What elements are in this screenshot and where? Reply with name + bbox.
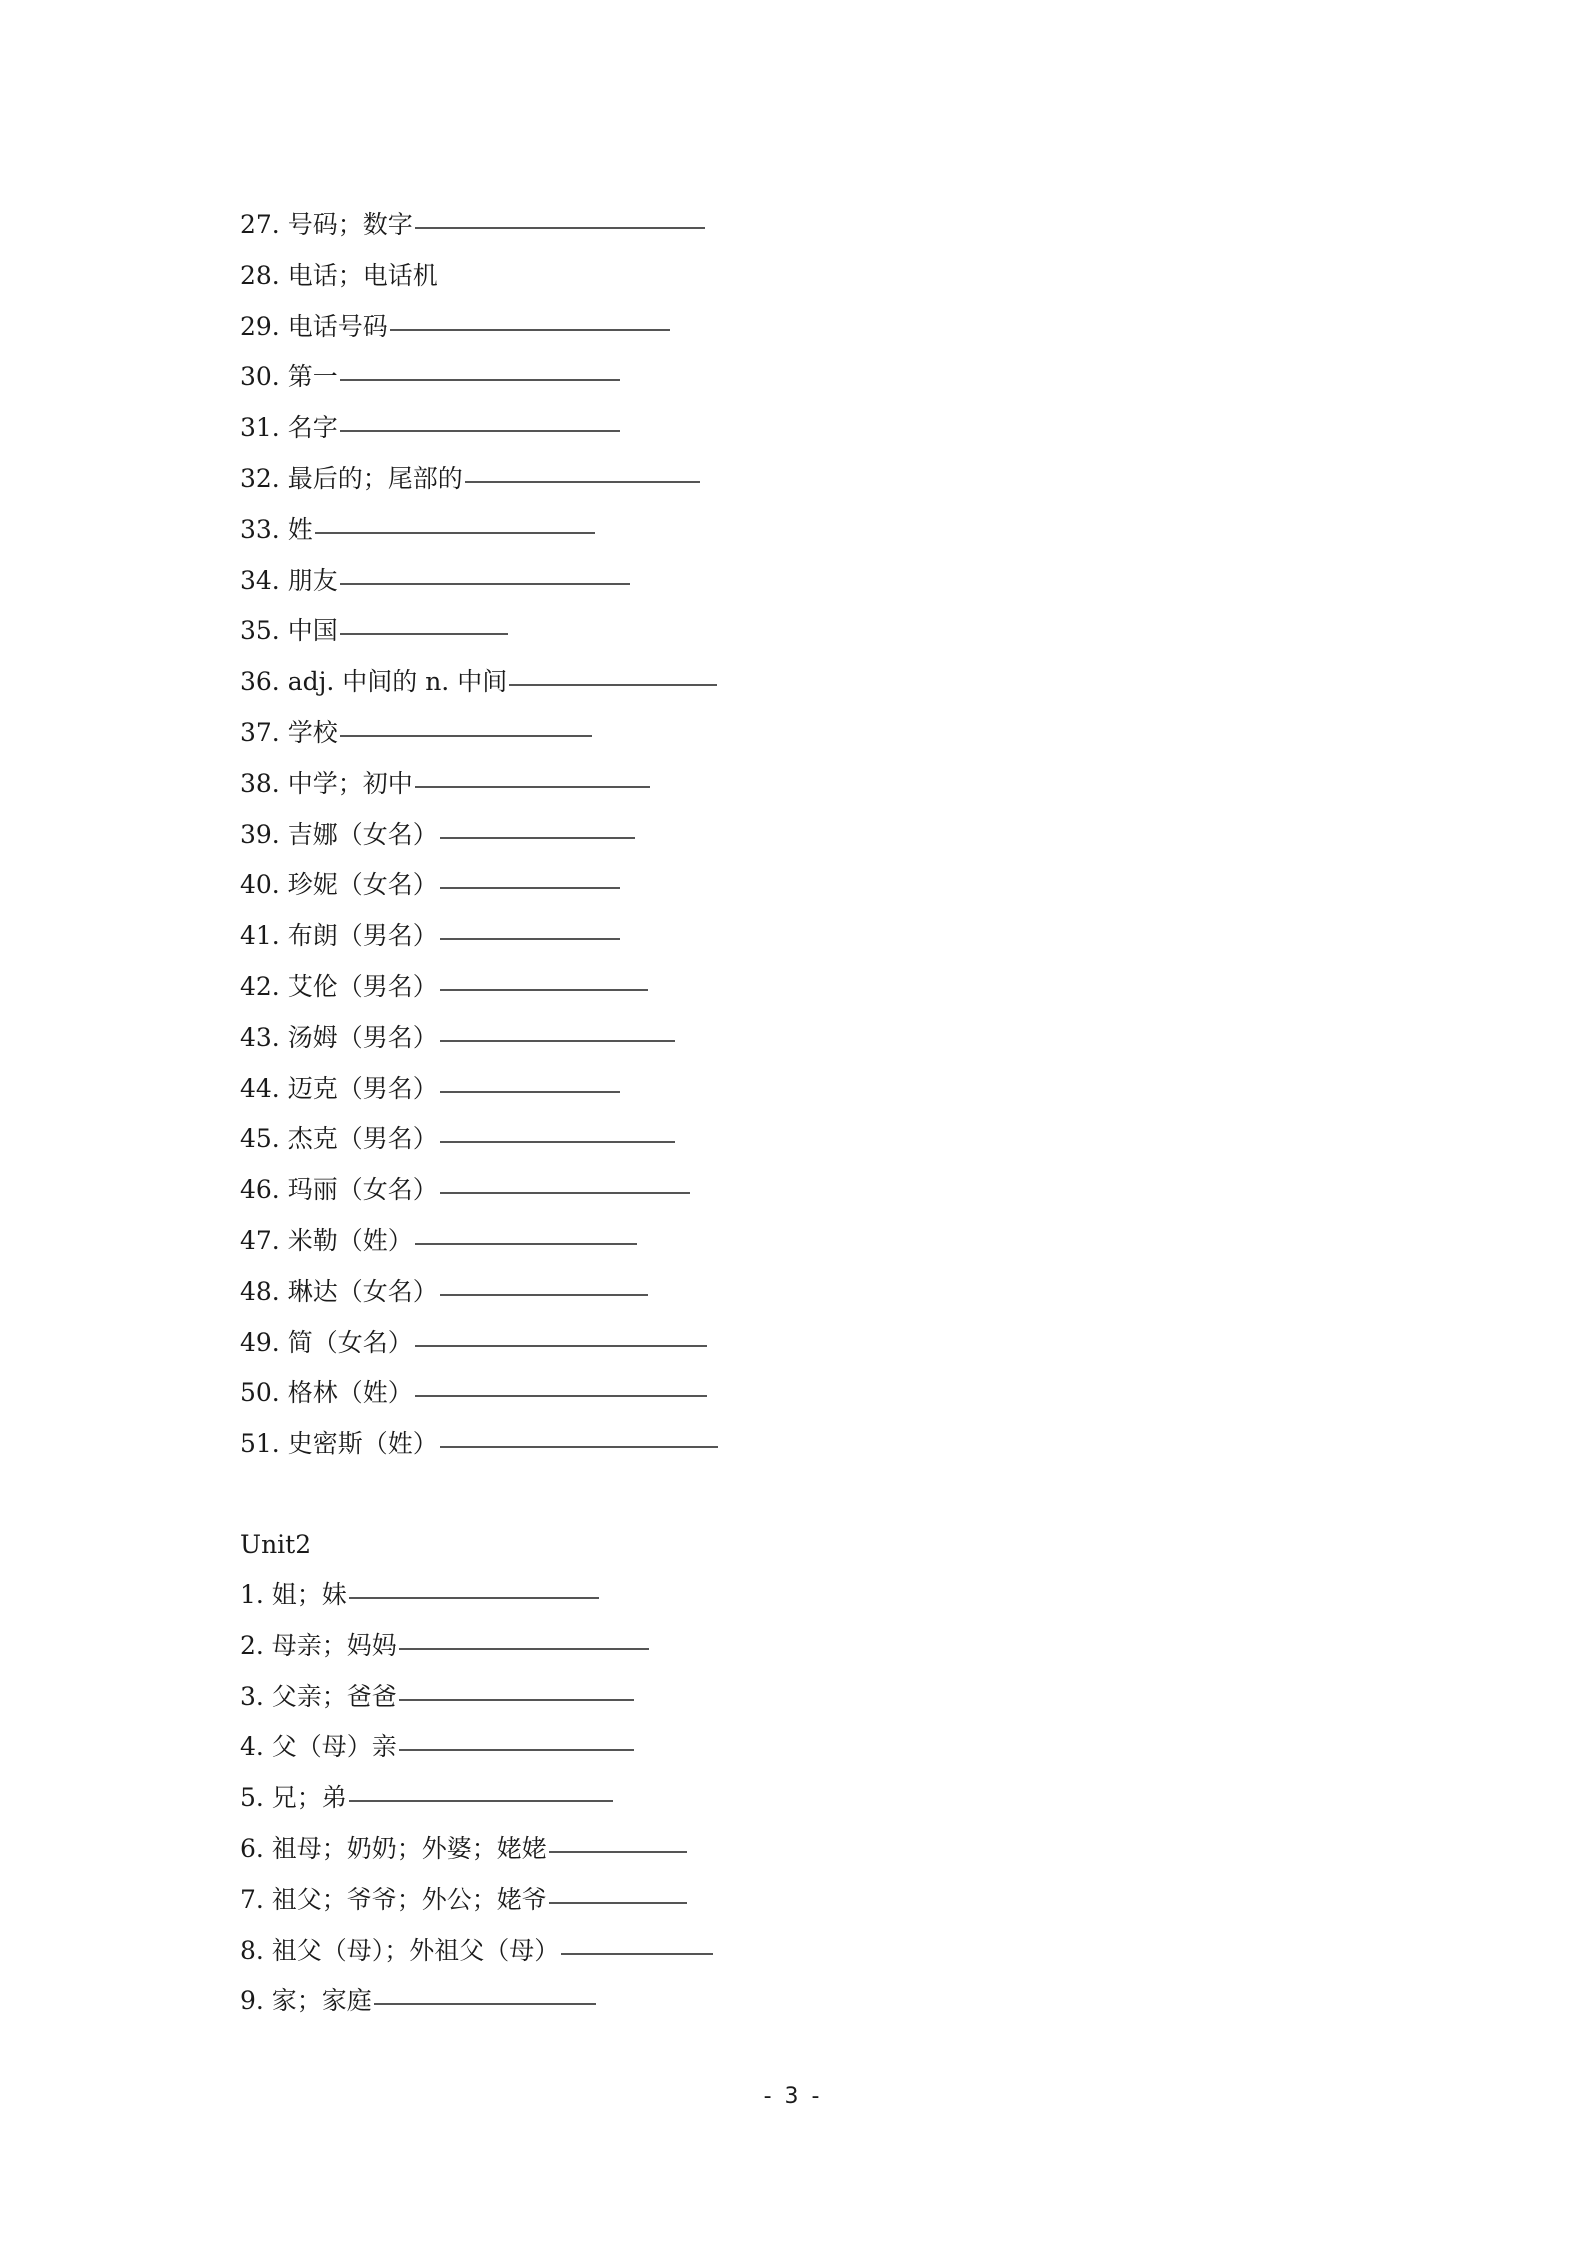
vocab-prompt: 35. 中国 [240, 616, 338, 646]
vocab-prompt: 40. 珍妮（女名） [240, 870, 438, 900]
answer-blank[interactable] [399, 1748, 634, 1751]
vocab-prompt: 7. 祖父；爷爷；外公；姥爷 [240, 1884, 547, 1914]
answer-blank[interactable] [440, 1293, 648, 1296]
vocab-item [240, 1976, 1140, 2027]
answer-blank[interactable] [415, 226, 705, 229]
answer-blank[interactable] [374, 2002, 596, 2005]
vocab-prompt: 5. 兄；弟 [240, 1783, 347, 1813]
vocab-prompt: 27. 号码；数字 [240, 210, 413, 239]
answer-blank[interactable] [465, 480, 700, 483]
vocab-item [240, 1621, 1140, 1672]
vocab-item [240, 1773, 1140, 1824]
vocab-prompt: 31. 名字 [240, 413, 338, 443]
vocab-item [240, 911, 1140, 962]
vocab-prompt: 2. 母亲；妈妈 [240, 1630, 397, 1660]
vocab-item [240, 1419, 1140, 1470]
answer-blank[interactable] [440, 836, 635, 839]
vocab-item [240, 1824, 1140, 1875]
vocab-prompt: 49. 简（女名） [240, 1327, 413, 1357]
vocab-item [240, 200, 1140, 251]
vocab-item [240, 860, 1140, 911]
vocab-prompt: 36. adj. 中间的 n. 中间 [240, 667, 508, 697]
answer-blank[interactable] [440, 1090, 620, 1093]
answer-blank[interactable] [440, 886, 620, 889]
vocab-prompt: 3. 父亲；爸爸 [240, 1681, 397, 1711]
vocab-prompt: 37. 学校 [240, 717, 338, 747]
answer-blank[interactable] [349, 1596, 599, 1599]
vocab-item [240, 403, 1140, 454]
vocab-prompt: 43. 汤姆（男名） [240, 1022, 438, 1052]
vocab-item [240, 657, 1140, 708]
answer-blank[interactable] [440, 937, 620, 940]
unit1-vocab-list [240, 200, 1140, 1470]
vocab-item [240, 759, 1140, 810]
answer-blank[interactable] [509, 683, 717, 686]
vocab-item [240, 302, 1140, 353]
vocab-prompt: 32. 最后的；尾部的 [240, 463, 463, 493]
vocab-prompt: 47. 米勒（姓） [240, 1225, 413, 1255]
vocab-prompt: 39. 吉娜（女名） [240, 819, 438, 849]
answer-blank[interactable] [415, 1242, 637, 1245]
answer-blank[interactable] [399, 1698, 634, 1701]
answer-blank[interactable] [390, 328, 670, 331]
unit2-vocab-list [240, 1570, 1140, 2027]
answer-blank[interactable] [340, 632, 508, 635]
vocab-item [240, 1926, 1140, 1977]
answer-blank[interactable] [440, 1191, 690, 1194]
answer-blank[interactable] [340, 734, 592, 737]
answer-blank[interactable] [440, 1140, 675, 1143]
vocab-prompt: 34. 朋友 [240, 565, 338, 595]
vocab-prompt: 28. 电话；电话机 [240, 260, 438, 290]
vocab-item [240, 505, 1140, 556]
vocab-item [240, 1216, 1140, 1267]
answer-blank[interactable] [415, 1394, 707, 1397]
answer-blank[interactable] [440, 1039, 675, 1042]
vocab-item [240, 1875, 1140, 1926]
vocab-item [240, 454, 1140, 505]
vocab-item [240, 1570, 1140, 1621]
vocab-item [240, 810, 1140, 861]
vocab-item [240, 556, 1140, 607]
vocab-item [240, 1267, 1140, 1318]
vocab-item [240, 1672, 1140, 1723]
answer-blank[interactable] [549, 1850, 687, 1853]
answer-blank[interactable] [315, 531, 595, 534]
answer-blank[interactable] [340, 378, 620, 381]
vocab-prompt: 4. 父（母）亲 [240, 1732, 397, 1762]
vocab-item [240, 251, 1140, 302]
answer-blank[interactable] [440, 1445, 718, 1448]
vocab-prompt: 41. 布朗（男名） [240, 921, 438, 951]
answer-blank[interactable] [440, 988, 648, 991]
page-number: - 3 - [763, 2084, 823, 2109]
vocab-prompt: 30. 第一 [240, 362, 338, 392]
vocab-prompt: 33. 姓 [240, 514, 313, 544]
vocab-prompt: 1. 姐；妹 [240, 1580, 347, 1609]
vocab-item [240, 1013, 1140, 1064]
vocab-prompt: 50. 格林（姓） [240, 1378, 413, 1408]
vocab-prompt: 38. 中学；初中 [240, 768, 413, 798]
vocab-prompt: 45. 杰克（男名） [240, 1124, 438, 1154]
vocab-item [240, 1368, 1140, 1419]
answer-blank[interactable] [561, 1952, 713, 1955]
vocab-item [240, 606, 1140, 657]
vocab-prompt: 6. 祖母；奶奶；外婆；姥姥 [240, 1833, 547, 1863]
vocab-item [240, 1165, 1140, 1216]
vocab-prompt: 29. 电话号码 [240, 311, 388, 341]
answer-blank[interactable] [415, 785, 650, 788]
vocab-item [240, 708, 1140, 759]
vocab-prompt: 42. 艾伦（男名） [240, 971, 438, 1001]
vocab-item [240, 352, 1140, 403]
vocab-prompt: 8. 祖父（母）；外祖父（母） [240, 1935, 560, 1965]
answer-blank[interactable] [340, 429, 620, 432]
vocab-item [240, 1722, 1140, 1773]
vocab-item [240, 1064, 1140, 1115]
answer-blank[interactable] [349, 1799, 613, 1802]
vocab-item [240, 1114, 1140, 1165]
unit2-heading: Unit2 [240, 1530, 312, 1559]
vocab-item [240, 962, 1140, 1013]
answer-blank[interactable] [340, 582, 630, 585]
answer-blank[interactable] [549, 1901, 687, 1904]
answer-blank[interactable] [415, 1344, 707, 1347]
vocab-prompt: 51. 史密斯（姓） [240, 1429, 438, 1459]
vocab-prompt: 44. 迈克（男名） [240, 1073, 438, 1103]
vocab-prompt: 48. 琳达（女名） [240, 1276, 438, 1306]
vocab-item [240, 1318, 1140, 1369]
vocab-prompt: 46. 玛丽（女名） [240, 1175, 438, 1205]
vocab-prompt: 9. 家；家庭 [240, 1986, 372, 2016]
answer-blank[interactable] [399, 1647, 649, 1650]
